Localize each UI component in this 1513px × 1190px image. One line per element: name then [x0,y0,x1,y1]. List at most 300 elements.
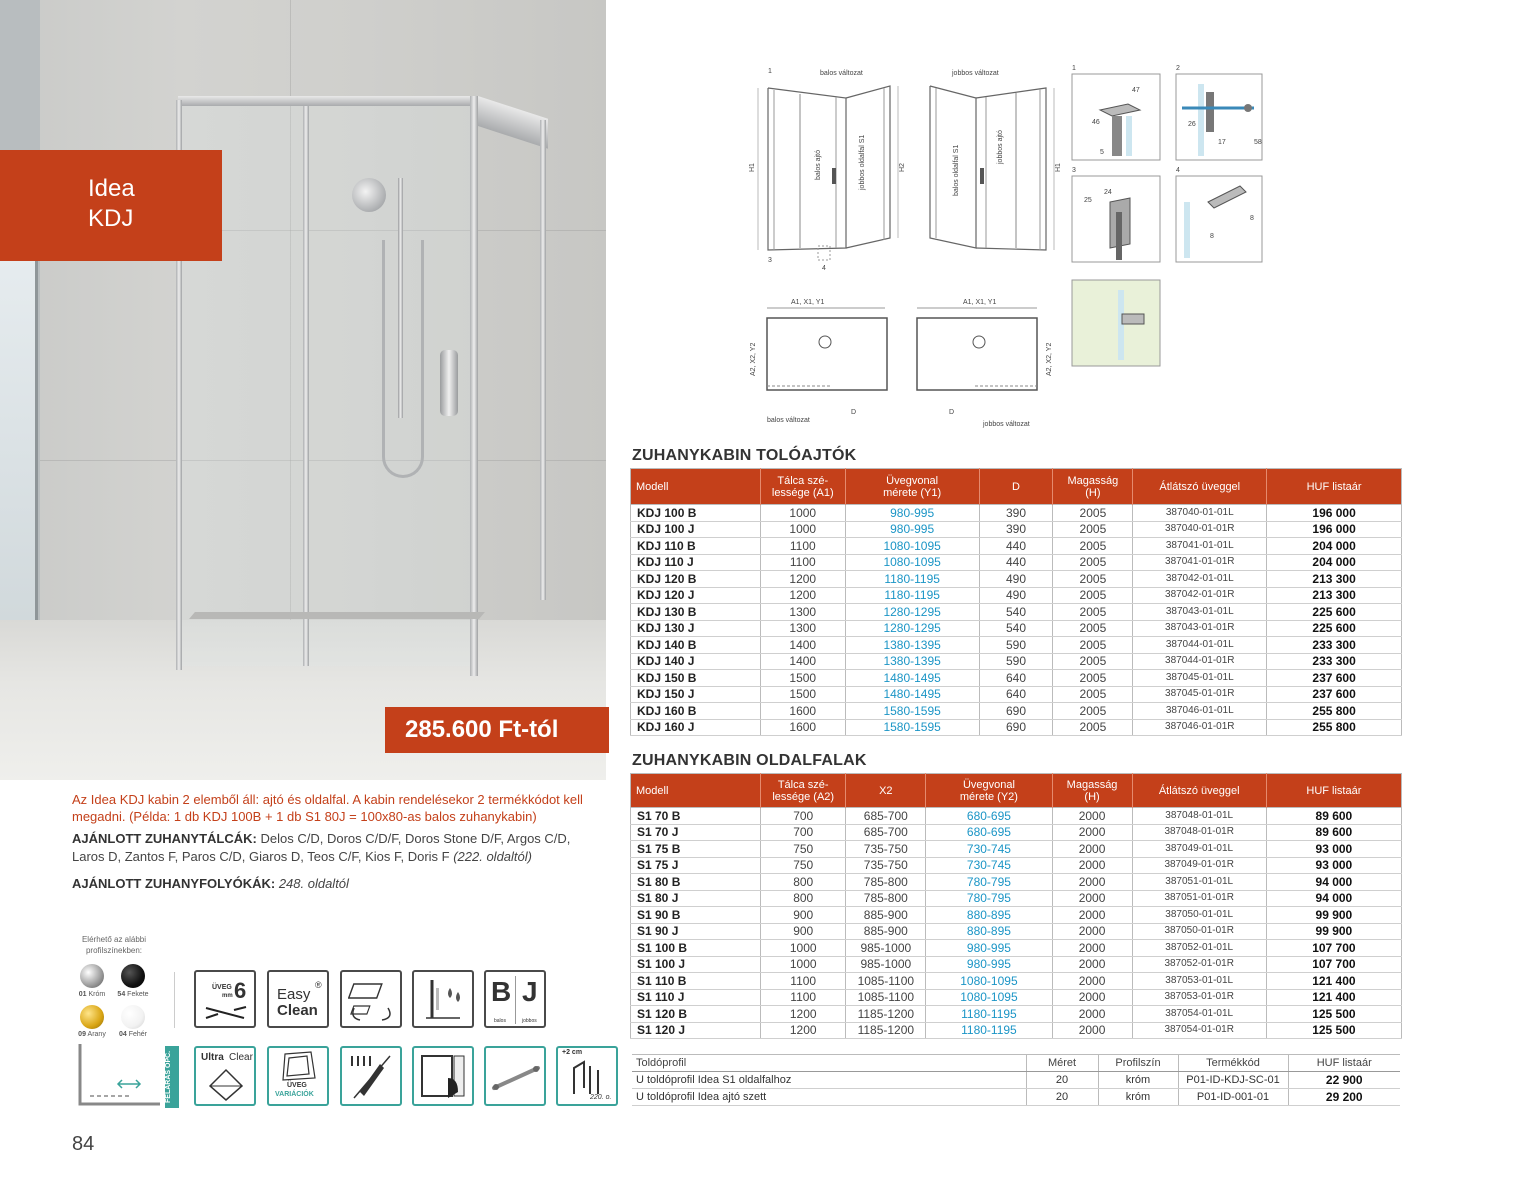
accessories-header-cell: Toldóprofil [632,1055,1026,1072]
doors-cell: 440 [979,554,1053,571]
label-jobbos-plan: jobbos változat [983,421,1030,428]
sidewalls-cell: 1200 [761,1022,846,1039]
detail-diagrams [1070,62,1265,372]
doors-header-cell: Átlátszó üveggel [1133,469,1267,505]
sidewalls-row [631,857,1402,874]
doors-cell: 2005 [1053,521,1133,538]
easy-clean-icon: Easy ® Clean [267,970,329,1028]
product-name-line1: Idea [88,175,135,202]
doors-cell: 540 [979,604,1053,621]
sidewalls-cell: S1 90 B [631,907,761,924]
doors-table [630,468,1402,736]
sidewalls-cell: S1 120 B [631,1006,761,1023]
sidewalls-cell: 1185-1200 [846,1006,926,1023]
product-title-box [0,150,222,261]
sidewalls-row [631,841,1402,858]
accessories-cell: 29 200 [1288,1089,1400,1106]
doors-cell: 1480-1495 [845,670,979,687]
sidewalls-cell: 107 700 [1266,956,1401,973]
sidewalls-cell: 89 600 [1266,808,1401,825]
sidewalls-cell: 93 000 [1266,857,1401,874]
colors-heading: Elérhető az alábbi profilszínekben: [81,935,147,955]
sidewalls-cell: 880-895 [926,923,1052,940]
photo-window [0,255,38,655]
doors-cell: 387043-01-01L [1133,604,1267,621]
label-balos-plan: balos változat [767,417,810,424]
sidewalls-cell: 99 900 [1266,907,1401,924]
glass-thickness-icon: ÜVEG mm 6 [194,970,256,1028]
sidewalls-cell: 2000 [1052,973,1132,990]
doors-header-row [631,469,1402,505]
sidewalls-cell: S1 80 J [631,890,761,907]
sidewalls-cell: 387049-01-01R [1132,857,1266,874]
optional-extras-label: FELÁRAS OPC. [165,1046,179,1108]
photo-mixer [440,350,458,416]
doors-row [631,554,1402,571]
accessories-table [632,1054,1400,1106]
label-balos-oldalfal: balos oldalfal S1 [953,144,960,196]
doors-cell: 2005 [1053,670,1133,687]
doors-cell: 2005 [1053,571,1133,588]
doors-row [631,604,1402,621]
svg-text:8: 8 [1210,233,1214,240]
sidewalls-cell: 1000 [761,940,846,957]
svg-text:1: 1 [1072,65,1076,72]
doors-cell: 1280-1295 [845,620,979,637]
towel-bar-icon [484,1046,546,1106]
sidewalls-cell: 387053-01-01L [1132,973,1266,990]
sidewalls-header-row [631,774,1402,808]
sidewalls-cell: 900 [761,923,846,940]
doors-cell: 1200 [760,571,845,588]
accessories-cell: U toldóprofil Idea S1 oldalfalhoz [632,1072,1026,1089]
photo-drain [189,612,485,619]
sidewalls-cell: 2000 [1052,923,1132,940]
sidewalls-cell: 1100 [761,973,846,990]
label-jobbos-oldalfal: jobbos oldalfal S1 [859,134,866,190]
doors-row [631,521,1402,538]
sidewalls-cell: 985-1000 [846,956,926,973]
front-elevation-diagram [740,60,1070,280]
svg-text:24: 24 [1104,189,1112,196]
label-jobbos-ajto: jobbos ajtó [997,130,1004,164]
doors-cell: 490 [979,571,1053,588]
marker-1: 1 [768,68,772,75]
plan-view-diagram [745,296,1055,436]
accessories-row [632,1072,1400,1089]
sidewalls-cell: 750 [761,857,846,874]
label-h1-right: H1 [1055,163,1062,172]
product-photo [0,0,606,780]
svg-text:2: 2 [1176,65,1180,72]
extension-profile-icon: +2 cm 220. o. [556,1046,618,1106]
doors-cell: 204 000 [1267,538,1402,555]
doors-cell: 1300 [760,604,845,621]
doors-cell: 1200 [760,587,845,604]
sidewalls-cell: 89 600 [1266,824,1401,841]
doors-cell: KDJ 110 B [631,538,761,555]
sidewalls-cell: 800 [761,890,846,907]
doors-cell: 1000 [760,521,845,538]
doors-row [631,571,1402,588]
accessories-header-cell: Profilszín [1098,1055,1178,1072]
svg-text:17: 17 [1218,139,1226,146]
doors-cell: KDJ 110 J [631,554,761,571]
doors-cell: 1080-1095 [845,538,979,555]
doors-header-cell: Üvegvonal mérete (Y1) [845,469,979,505]
sidewalls-row [631,874,1402,891]
svg-text:8: 8 [1250,215,1254,222]
doors-cell: 690 [979,719,1053,736]
swatch-label-black: 54 Fekete [117,991,149,998]
intro-text: Az Idea KDJ kabin 2 elemből áll: ajtó és oldalfal. A kabin rendelésekor 2 termékkódot kell megadni. (Példa: 1 db KDJ 100B + 1 db S1 80J = 100x80-as balos zuhanykabin) [72,792,583,824]
doors-cell: 640 [979,670,1053,687]
doors-cell: 387046-01-01L [1133,703,1267,720]
sidewalls-cell: 121 400 [1266,989,1401,1006]
sidewalls-cell: 2000 [1052,1022,1132,1039]
tray-icon [340,970,402,1028]
no-brush-cleaning-icon [340,1046,402,1106]
accessories-header-row [632,1055,1400,1072]
doors-header-cell: Magasság (H) [1053,469,1133,505]
doors-cell: KDJ 150 J [631,686,761,703]
photo-shower-hose [382,240,424,478]
doors-cell: 440 [979,538,1053,555]
doors-cell: 237 600 [1267,670,1402,687]
svg-text:46: 46 [1092,119,1100,126]
photo-post [470,96,478,676]
sidewalls-cell: S1 110 B [631,973,761,990]
sidewalls-cell: 885-900 [846,923,926,940]
doors-cell: 590 [979,653,1053,670]
doors-cell: 387041-01-01R [1133,554,1267,571]
doors-title: ZUHANYKABIN TOLÓAJTÓK [632,447,857,464]
sidewalls-cell: 387050-01-01L [1132,907,1266,924]
sidewalls-cell: 107 700 [1266,940,1401,957]
label-dim-a1-right: A1, X1, Y1 [963,299,997,306]
doors-cell: 196 000 [1267,505,1402,522]
sidewalls-cell: 1085-1100 [846,973,926,990]
doors-cell: 2005 [1053,538,1133,555]
sidewalls-row [631,940,1402,957]
doors-cell: KDJ 100 J [631,521,761,538]
swatch-white [121,1005,145,1029]
sidewalls-cell: 2000 [1052,1006,1132,1023]
accessories-cell: 22 900 [1288,1072,1400,1089]
doors-cell: 387044-01-01L [1133,637,1267,654]
svg-text:5: 5 [1100,149,1104,156]
label-h1-left: H1 [749,163,756,172]
doors-cell: 225 600 [1267,620,1402,637]
doors-cell: 690 [979,703,1053,720]
doors-cell: 2005 [1053,637,1133,654]
sidewalls-row [631,1006,1402,1023]
accessories-cell: 20 [1026,1089,1098,1106]
doors-cell: KDJ 160 B [631,703,761,720]
doors-cell: 980-995 [845,521,979,538]
sidewalls-row [631,808,1402,825]
sidewalls-cell: 785-800 [846,890,926,907]
sidewalls-row [631,1022,1402,1039]
sidewalls-cell: 1180-1195 [926,1022,1052,1039]
doors-cell: 1100 [760,538,845,555]
sidewalls-row [631,989,1402,1006]
sidewalls-cell: 2000 [1052,808,1132,825]
accessories-cell: 20 [1026,1072,1098,1089]
sidewalls-cell: 780-795 [926,874,1052,891]
doors-cell: 196 000 [1267,521,1402,538]
sidewalls-cell: 985-1000 [846,940,926,957]
doors-header-cell: Modell [631,469,761,505]
doors-cell: 1180-1195 [845,571,979,588]
sidewalls-cell: 685-700 [846,824,926,841]
swatch-label-chrome: 01 Króm [78,991,106,998]
label-h2: H2 [899,163,906,172]
sidewalls-cell: 387052-01-01L [1132,940,1266,957]
doors-cell: 1600 [760,719,845,736]
ultraclear-icon: Ultra Clear [194,1046,256,1106]
doors-row [631,637,1402,654]
doors-cell: 540 [979,620,1053,637]
svg-text:3: 3 [1072,167,1076,174]
doors-cell: 2005 [1053,719,1133,736]
accessories-cell: króm [1098,1089,1178,1106]
doors-row [631,703,1402,720]
sidewalls-row [631,973,1402,990]
sidewalls-cell: 780-795 [926,890,1052,907]
doors-cell: 2005 [1053,604,1133,621]
price-tag: 285.600 Ft-tól [385,707,609,753]
doors-cell: KDJ 130 J [631,620,761,637]
glass-variations-icon: ÜVEG VARIÁCIÓK [267,1046,329,1106]
sliding-door-icon [70,1044,166,1106]
doors-cell: 1400 [760,653,845,670]
doors-cell: KDJ 140 B [631,637,761,654]
sidewalls-header-cell: Magasság (H) [1052,774,1132,808]
sidewalls-header-cell: Modell [631,774,761,808]
doors-cell: 640 [979,686,1053,703]
doors-cell: 2005 [1053,703,1133,720]
doors-row [631,587,1402,604]
sidewalls-header-cell: X2 [846,774,926,808]
sidewalls-cell: S1 100 B [631,940,761,957]
sidewalls-cell: 387053-01-01R [1132,989,1266,1006]
sidewalls-row [631,890,1402,907]
accessories-row [632,1089,1400,1106]
svg-text:47: 47 [1132,87,1140,94]
doors-cell: 213 300 [1267,571,1402,588]
sidewalls-cell: 387054-01-01L [1132,1006,1266,1023]
svg-text:25: 25 [1084,197,1092,204]
sidewalls-cell: 94 000 [1266,874,1401,891]
doors-cell: 225 600 [1267,604,1402,621]
sidewalls-cell: 730-745 [926,841,1052,858]
doors-cell: 1300 [760,620,845,637]
sidewalls-cell: 800 [761,874,846,891]
sidewalls-cell: 94 000 [1266,890,1401,907]
photo-glass [180,106,476,666]
sidewalls-cell: 785-800 [846,874,926,891]
doors-cell: 1480-1495 [845,686,979,703]
doors-cell: 387045-01-01L [1133,670,1267,687]
sidewalls-cell: 1185-1200 [846,1022,926,1039]
accessories-cell: P01-ID-KDJ-SC-01 [1178,1072,1288,1089]
label-balos-valtozat: balos változat [820,70,863,77]
sidewalls-cell: S1 90 J [631,923,761,940]
doors-cell: 1000 [760,505,845,522]
doors-cell: 255 800 [1267,703,1402,720]
marker-3: 3 [768,257,772,264]
doors-header-cell: HUF listaár [1267,469,1402,505]
svg-text:26: 26 [1188,121,1196,128]
label-dim-a2-left: A2, X2, Y2 [750,342,757,376]
doors-cell: 387042-01-01L [1133,571,1267,588]
trays-text: Delos C/D, Doros C/D/F, Doros Stone D/F, Argos C/D, Laros D, Zantos F, Paros C/D, Giaros D, Teos C/F, Kios F, Doris F [72,831,571,864]
doors-row [631,653,1402,670]
sidewalls-header-cell: Átlátszó üveggel [1132,774,1266,808]
doors-cell: 1400 [760,637,845,654]
doors-cell: KDJ 120 J [631,587,761,604]
doors-cell: 387045-01-01R [1133,686,1267,703]
doors-cell: 1500 [760,686,845,703]
label-dim-a2-right: A2, X2, Y2 [1046,342,1053,376]
doors-cell: 2005 [1053,686,1133,703]
accessories-body [632,1072,1400,1106]
doors-cell: 1380-1395 [845,637,979,654]
sidewalls-cell: S1 100 J [631,956,761,973]
label-d-left: D [851,409,857,416]
sidewalls-cell: 680-695 [926,808,1052,825]
doors-cell: 1380-1395 [845,653,979,670]
doors-cell: KDJ 120 B [631,571,761,588]
sidewalls-cell: 387048-01-01L [1132,808,1266,825]
recommended-trays [72,830,602,866]
sidewalls-cell: 1085-1100 [846,989,926,1006]
doors-cell: 1180-1195 [845,587,979,604]
sidewalls-cell: 387054-01-01R [1132,1022,1266,1039]
doors-cell: 390 [979,521,1053,538]
sidewalls-row [631,824,1402,841]
sidewalls-cell: 980-995 [926,956,1052,973]
doors-cell: 590 [979,637,1053,654]
water-repellent-icon [412,970,474,1028]
sidewalls-cell: 387049-01-01L [1132,841,1266,858]
svg-text:4: 4 [1176,167,1180,174]
accessories-header-cell: HUF listaár [1288,1055,1400,1072]
sidewalls-cell: 2000 [1052,890,1132,907]
doors-row [631,505,1402,522]
swatch-chrome [80,964,104,988]
product-name-line2: KDJ [88,205,134,232]
doors-cell: 237 600 [1267,686,1402,703]
sidewalls-cell: 387050-01-01R [1132,923,1266,940]
sidewalls-cell: 1180-1195 [926,1006,1052,1023]
sidewalls-cell: 2000 [1052,907,1132,924]
doors-cell: 387040-01-01R [1133,521,1267,538]
sidewalls-cell: 1080-1095 [926,989,1052,1006]
doors-row [631,670,1402,687]
page-number: 84 [72,1133,95,1155]
doors-cell: 2005 [1053,620,1133,637]
sidewalls-cell: 125 500 [1266,1022,1401,1039]
sidewalls-cell: 980-995 [926,940,1052,957]
svg-text:58: 58 [1254,139,1262,146]
doors-row [631,686,1402,703]
sidewalls-cell: 99 900 [1266,923,1401,940]
sidewalls-cell: 387052-01-01R [1132,956,1266,973]
doors-cell: 255 800 [1267,719,1402,736]
photo-frame [478,96,548,149]
doors-cell: 1600 [760,703,845,720]
doors-cell: 387040-01-01L [1133,505,1267,522]
sidewalls-cell: 750 [761,841,846,858]
doors-cell: 233 300 [1267,637,1402,654]
divider [174,972,175,1028]
sidewalls-cell: 125 500 [1266,1006,1401,1023]
sidewalls-cell: 2000 [1052,857,1132,874]
sidewalls-cell: 2000 [1052,956,1132,973]
accessories-header-cell: Méret [1026,1055,1098,1072]
sidewalls-cell: 2000 [1052,940,1132,957]
sidewalls-cell: 735-750 [846,857,926,874]
sidewalls-cell: 880-895 [926,907,1052,924]
doors-cell: 1080-1095 [845,554,979,571]
label-dim-a1-left: A1, X1, Y1 [791,299,825,306]
doors-cell: 387044-01-01R [1133,653,1267,670]
doors-cell: 1580-1595 [845,719,979,736]
sidewalls-cell: S1 120 J [631,1022,761,1039]
doors-header-cell: Tálca szé- lessége (A1) [760,469,845,505]
doors-cell: KDJ 150 B [631,670,761,687]
doors-cell: KDJ 130 B [631,604,761,621]
sidewalls-cell: 700 [761,824,846,841]
photo-post [540,120,546,600]
sidewalls-cell: 387051-01-01R [1132,890,1266,907]
sidewalls-cell: 1080-1095 [926,973,1052,990]
sidewalls-cell: 735-750 [846,841,926,858]
sidewalls-table [630,773,1402,1039]
doors-cell: 2005 [1053,505,1133,522]
sidewalls-row [631,907,1402,924]
doors-cell: 980-995 [845,505,979,522]
photo-frame [178,96,478,106]
doors-cell: KDJ 100 B [631,505,761,522]
sidewalls-cell: 2000 [1052,989,1132,1006]
doors-cell: 387042-01-01R [1133,587,1267,604]
sidewalls-cell: 730-745 [926,857,1052,874]
sidewalls-cell: S1 75 B [631,841,761,858]
photo-shower-head [352,178,386,212]
trays-page: (222. oldaltól) [453,849,532,864]
doors-cell: 233 300 [1267,653,1402,670]
sidewalls-cell: 685-700 [846,808,926,825]
doors-cell: 204 000 [1267,554,1402,571]
sidewalls-cell: S1 75 J [631,857,761,874]
label-d-right: D [949,409,955,416]
doors-cell: 490 [979,587,1053,604]
sidewalls-header-cell: Tálca szé- lessége (A2) [761,774,846,808]
doors-cell: 387041-01-01L [1133,538,1267,555]
doors-cell: KDJ 160 J [631,719,761,736]
swatch-label-white: 04 Fehér [118,1031,148,1038]
trays-label: AJÁNLOTT ZUHANYTÁLCÁK: [72,831,257,846]
doors-cell: KDJ 140 J [631,653,761,670]
sidewalls-cell: S1 70 B [631,808,761,825]
swatch-gold [80,1005,104,1029]
swatch-black [121,964,145,988]
sidewalls-cell: 885-900 [846,907,926,924]
sidewalls-cell: 900 [761,907,846,924]
